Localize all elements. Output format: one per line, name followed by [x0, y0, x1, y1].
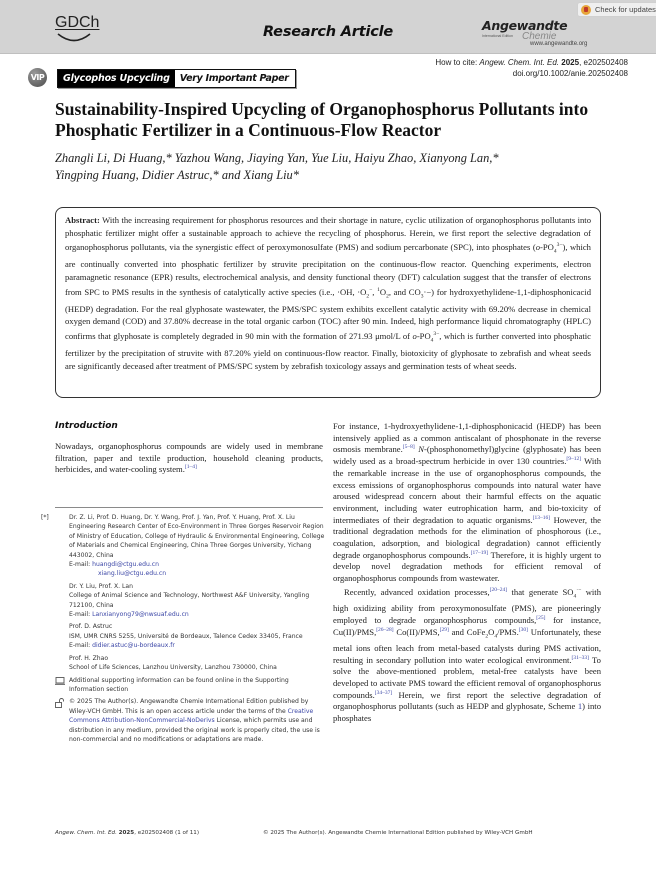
abstract-seg: ), which are continually converted into phosphatic fertilizer by struvite precipitation on the continuous-flow reactor. Quenching experiments, electron paramagnetic resonance (EPR) results, electrochemical analysis, and density functional theory (DFT) calculation suggest that the transfer of electrons from SPC to PMS results in the synthesis of catalytically active species (i.e., ·OH, ·O: [65, 242, 591, 297]
affiliation-email: [69, 641, 325, 650]
abstract-seg: 3: [420, 293, 424, 300]
abstract-seg: 3−: [433, 330, 440, 337]
abstract-seg: ·−) for hydroxyethylidene-1,1-diphosphonicacid (HEDP) degradation. For the real glyphosate wastewater, the PMS/SPC system exhibits excellent catalytic activity with 69.20% decrease in chemical oxygen demand (COD) and 37.80% decrease in the total organic carbon (TOC) after 90 min. Indeed, high performance liquid chromatography (HPLC) confirms that glyphosate is completely degraded in 90 min with the formation of 271.93 μmol/L of: [65, 286, 591, 341]
abstract-seg: With the increasing requirement for phosphorus resources and their shortage in nature, cyclic utilization of organophosphorus pollutants into phosphatic fertilizer might offer a sustainable approach to achieve the recycling of phosphorus. Herein, we first report the selective degradation of organophosphorus pollutants, via the synergistic effect of peroxymonosulfate (PMS) and sodium percarbonate (SPC), into phosphates (: [65, 215, 591, 253]
vip-banner: [57, 69, 296, 88]
email-label: E-mail:: [69, 611, 93, 619]
introduction-heading: Introduction: [55, 421, 118, 431]
reference-link[interactable]: [13–16]: [532, 514, 551, 521]
abstract-seg: o: [412, 330, 417, 341]
footnote-divider: [55, 507, 323, 508]
affiliation-names: Prof. H. Zhao: [69, 654, 109, 662]
affiliation-names: Dr. Z. Li, Prof. D. Huang, Dr. Y. Wang, Prof. J. Yan, Prof. Y. Huang, Prof. X. Liu: [69, 514, 295, 521]
affiliation-email: [69, 560, 325, 569]
abstract-seg: -PO: [539, 242, 554, 253]
abstract-box: [55, 207, 601, 398]
text-seg: with high oxidizing ability from peroxymonosulfate (PMS), are pioneeringly employed to degrade organophosphorus compounds,: [333, 586, 601, 625]
text-seg: To solve the above-mentioned problem, metal-free catalysts have been developed to activate PMS toward the efficient removal of organophosphorus compounds.: [333, 654, 601, 700]
intro-paragraph-2: [333, 421, 601, 585]
text-seg: that generate SO: [507, 586, 574, 597]
vip-topic: Glycophos Upcycling: [58, 70, 175, 87]
reference-link[interactable]: [31–33]: [571, 654, 589, 661]
abstract-seg: o: [535, 242, 540, 253]
cc-license-link[interactable]: Creative Commons Attribution-NonCommercial-NoDerivs: [69, 707, 314, 725]
text-seg: and CoFe: [448, 626, 486, 637]
abstract-seg: 1: [377, 286, 380, 293]
reference-link[interactable]: [26–28]: [376, 626, 394, 633]
text-seg: N: [418, 444, 425, 455]
cite-prefix: How to cite:: [435, 58, 480, 67]
text-seg: For instance, 1-hydroxyethylidene-1,1-diphosphonicacid (HEDP) has been intensively applied as a common antiscalant of phosphonate in the reverse osmosis membrane.: [333, 421, 601, 455]
intro-paragraph-1: [55, 441, 323, 476]
affiliation-group: [55, 582, 325, 620]
abstract-seg: 4: [430, 337, 434, 344]
affiliation-names: Prof. D. Astruc: [69, 623, 113, 631]
reference-link[interactable]: [9–12]: [566, 456, 582, 463]
supporting-info-note: [55, 676, 325, 695]
section-title: Research Article: [262, 24, 394, 40]
scheme-link[interactable]: 1: [577, 701, 583, 712]
monitor-icon: [55, 677, 65, 685]
abstract-label: Abstract:: [65, 215, 100, 225]
authors-line-2: Yingping Huang, Didier Astruc,* and Xiang Liu*: [55, 168, 299, 182]
text-seg: 2: [485, 633, 489, 640]
license-note: [55, 697, 325, 744]
reference-link[interactable]: [20–24]: [489, 586, 508, 593]
page-footer-copyright: © 2025 The Author(s). Angewandte Chemie International Edition published by Wiley-VCH GmbH: [263, 830, 533, 836]
email-label: E-mail:: [69, 642, 93, 650]
corresponding-marker: [*]: [41, 514, 49, 521]
vip-label: Very Important Paper: [175, 70, 295, 87]
abstract-seg: 4: [553, 248, 557, 255]
text-seg: With the remarkable increase in the use of organophosphorus compounds, the excess emissions of organophosphorus compounds into natural water have aroused widespread concern about their harmful effects on the aquatic environment, including water eutrophication harm, and bio-toxicity of intermediates of their degradation to aquatic organisms.: [333, 456, 601, 525]
affiliation-email: [69, 610, 325, 619]
authors-line-1: Zhangli Li, Di Huang,* Yazhou Wang, Jiaying Yan, Yue Liu, Haiyu Zhao, Xianyong Lan,*: [55, 151, 499, 165]
doi-link[interactable]: doi.org/10.1002/anie.202502408: [512, 69, 628, 78]
journal-header-band: [0, 0, 656, 54]
reference-link[interactable]: [29]: [439, 626, 449, 633]
text-seg: 4: [494, 633, 498, 640]
text-seg: Unfortunately, these metal ions often leach from metal-based catalysts during PMS activation, resulting in secondary pollution into water ecological environment.: [333, 626, 602, 665]
vip-badge-icon: VIP: [28, 68, 47, 87]
left-column: [55, 421, 323, 476]
text-seg: /PMS.: [497, 626, 519, 637]
text-seg: 4: [573, 593, 577, 600]
text-seg: ·−: [576, 586, 582, 593]
email-link[interactable]: huangdi@ctgu.edu.cn: [92, 561, 159, 569]
email-label: E-mail:: [69, 561, 93, 569]
text-seg: for instance, Cu(II)/PMS,: [333, 614, 601, 637]
intro-paragraph-3: [333, 585, 601, 725]
angewandte-chemie: Chemie: [522, 31, 557, 42]
gdch-logo-text: GDCh: [55, 14, 100, 31]
cite-journal: Angew. Chem. Int. Ed.: [479, 58, 560, 67]
reference-link[interactable]: [17–19]: [470, 549, 489, 556]
angewandte-name: Angewandte: [482, 18, 568, 33]
footer-year: 2025: [118, 830, 135, 836]
crossmark-icon: [581, 5, 591, 15]
text-seg: -(phosphonomethyl)glycine (glyphosate) has been widely used as a broad-spectrum herbicide in over 130 countries.: [333, 444, 602, 467]
angewandte-url: www.angewandte.org: [530, 41, 588, 47]
cite-year: 2025: [561, 58, 580, 67]
text-seg: O: [488, 626, 495, 637]
footer-page: , e202502408 (1 of 11): [134, 830, 199, 836]
text-seg: Nowadays, organophosphorus compounds are widely used in membrane filtration, paper and textile production, household cleaning products, herbicides, and water-cooling system.: [55, 441, 323, 475]
intro-continued: [333, 421, 601, 725]
affiliation-group: [55, 654, 325, 673]
email-link[interactable]: didier.astuc@u-bordeaux.fr: [92, 642, 175, 650]
cite-article-id: , e202502408: [579, 58, 628, 67]
reference-link[interactable]: [1–4]: [184, 464, 197, 471]
abstract-seg: , and CO: [388, 286, 421, 297]
email-link[interactable]: Lanxianyong79@nwsuaf.edu.cn: [92, 611, 189, 619]
affiliation-email: [69, 569, 325, 578]
how-to-cite: [435, 57, 628, 68]
abstract-seg: 2: [366, 293, 370, 300]
article-title: Sustainability-Inspired Upcycling of Organophosphorus Pollutants into Phosphatic Fertilizer in a Continuous-Flow Reactor: [55, 99, 589, 140]
abstract-text: Abstract: With the increasing requirement for phosphorus resources and their shortage in nature, cyclic utilization of organophosphorus pollutants into phosphatic fertilizer might offer a sustainable approach to achieve the recycling of phosphorus. Herein, we first report the selective degradation of organophosphorus pollutants, via the synergistic effect of peroxymonosulfate (PMS) and sodium percarbonate (SPC), into phosphates $(o-PO_4^{3-})$, which are continually converted into phosphatic fertilizer by struvite precipitation on the continuous-flow reactor. Quenching experiments, electron paramagnetic resonance (EPR) results, electrochemical analysis, and density functional theory (DFT) calculation suggest that the transfer of electrons from SPC to PMS results in the synthesis of catalytically active species (i.e., ·OH, $\cdot O_2^-$, $^1O_2$, and $CO_3\cdot-$) for hydroxyethylidene-1,1-diphosphonicacid (HEDP) degradation. For the real glyphosate wastewater, the PMS/SPC system exhibits excellent catalytic activity with 69.20% decrease in chemical oxygen demand (COD) and 37.80% decrease in the total organic carbon (TOC) after 90 min. Indeed, high performance liquid chromatography (HPLC) confirms that glyphosate is completely degraded in 90 min with the formation of 271.93 μmol/L of $o-PO_4^{3-}$, which is further converted into phosphatic fertilizer by the precipitation of struvite with 87.20% yield on continuous-flow reactor. Finally, biotoxicity of glyphosate to zebrafish and wheat seeds are significantly deceased after treatment of PMS/SPC system by zebrafish toxicology assays and germination tests of wheat seeds.: [65, 215, 591, 371]
abstract-seg: O: [379, 286, 387, 297]
affiliation-address: School of Life Sciences, Lanzhou University, Lanzhou 730000, China: [69, 664, 277, 672]
affiliation-group: [55, 622, 325, 650]
reference-link[interactable]: [30]: [518, 626, 529, 633]
text-seg: ) into phosphates: [333, 701, 601, 724]
affiliation-address: Engineering Research Center of Eco-Environment in Three Gorges Reservoir Region of Ministry of Education, College of Hydraulic & Environmental Engineering, College of Materials and Chemical Engineering, China Three Gorges University, Yichang 443002, China: [69, 523, 325, 559]
affiliation-address: ISM, UMR CNRS 5255, Université de Bordeaux, Talence Cedex 33405, France: [69, 632, 303, 640]
text-seg: Therefore, it is highly urgent to develop novel degradation methods for efficient removal of organophosphorus compounds from wastewater.: [333, 549, 601, 584]
license-text: © 2025 The Author(s). Angewandte Chemie International Edition published by Wiley-VCH GmbH. This is an open access article under the terms of the: [69, 698, 309, 715]
abstract-seg: , which is further converted into phosphatic fertilizer by the precipitation of struvite with 87.20% yield on continuous-flow reactor. Finally, biotoxicity of glyphosate to zebrafish and wheat seeds are significantly deceased after treatment of PMS/SPC system by zebrafish toxicology assays and germination tests of wheat seeds.: [65, 330, 591, 371]
citation-block: [435, 57, 628, 79]
license-text: License, which permits use and distribution in any medium, provided the original work is properly cited, the use is non-commercial and no modifications or adaptations are made.: [69, 717, 320, 743]
text-seg: Recently, advanced oxidation processes,: [344, 586, 490, 597]
page-footer-citation: [55, 830, 199, 836]
text-seg: Herein, we first report the selective degradation of organophosphorus pollutants (such as HEDP and glyphosate, Scheme: [333, 689, 601, 712]
abstract-seg: 3−: [556, 242, 563, 249]
reference-link[interactable]: [34–37]: [374, 689, 393, 696]
text-seg: Co(II)/PMS,: [393, 626, 440, 637]
check-for-updates-button[interactable]: [577, 2, 656, 17]
angewandte-edition: International Edition: [482, 34, 513, 38]
affiliation-address: College of Animal Science and Technology, Northwest A&F University, Yangling 712100, China: [69, 592, 310, 609]
abstract-seg: 2: [386, 293, 389, 300]
reference-link[interactable]: [25]: [536, 614, 546, 621]
reference-link[interactable]: [5–8]: [402, 444, 415, 451]
footer-journal: Angew. Chem. Int. Ed.: [55, 830, 117, 836]
abstract-seg: -PO: [416, 330, 431, 341]
angewandte-logo[interactable]: [482, 18, 632, 52]
affiliation-group: [41, 513, 325, 579]
abstract-seg: −: [369, 286, 373, 293]
open-lock-icon: [55, 698, 64, 708]
author-list: [55, 150, 615, 184]
check-updates-label: Check for updates: [595, 5, 656, 14]
text-seg: However, the traditional degradation methods for the elimination of phosphorous (i.e., coagulation, adsorption, and biological degradation) cannot efficiently degrade organophosphorus compounds.: [333, 514, 601, 560]
affiliations: [41, 513, 325, 747]
supporting-info-text: Additional supporting information can be found online in the Supporting Information section: [69, 676, 289, 693]
email-link[interactable]: xiang.liu@ctgu.edu.cn: [98, 570, 167, 578]
right-column: [333, 421, 601, 725]
affiliation-names: Dr. Y. Liu, Prof. X. Lan: [69, 582, 133, 590]
